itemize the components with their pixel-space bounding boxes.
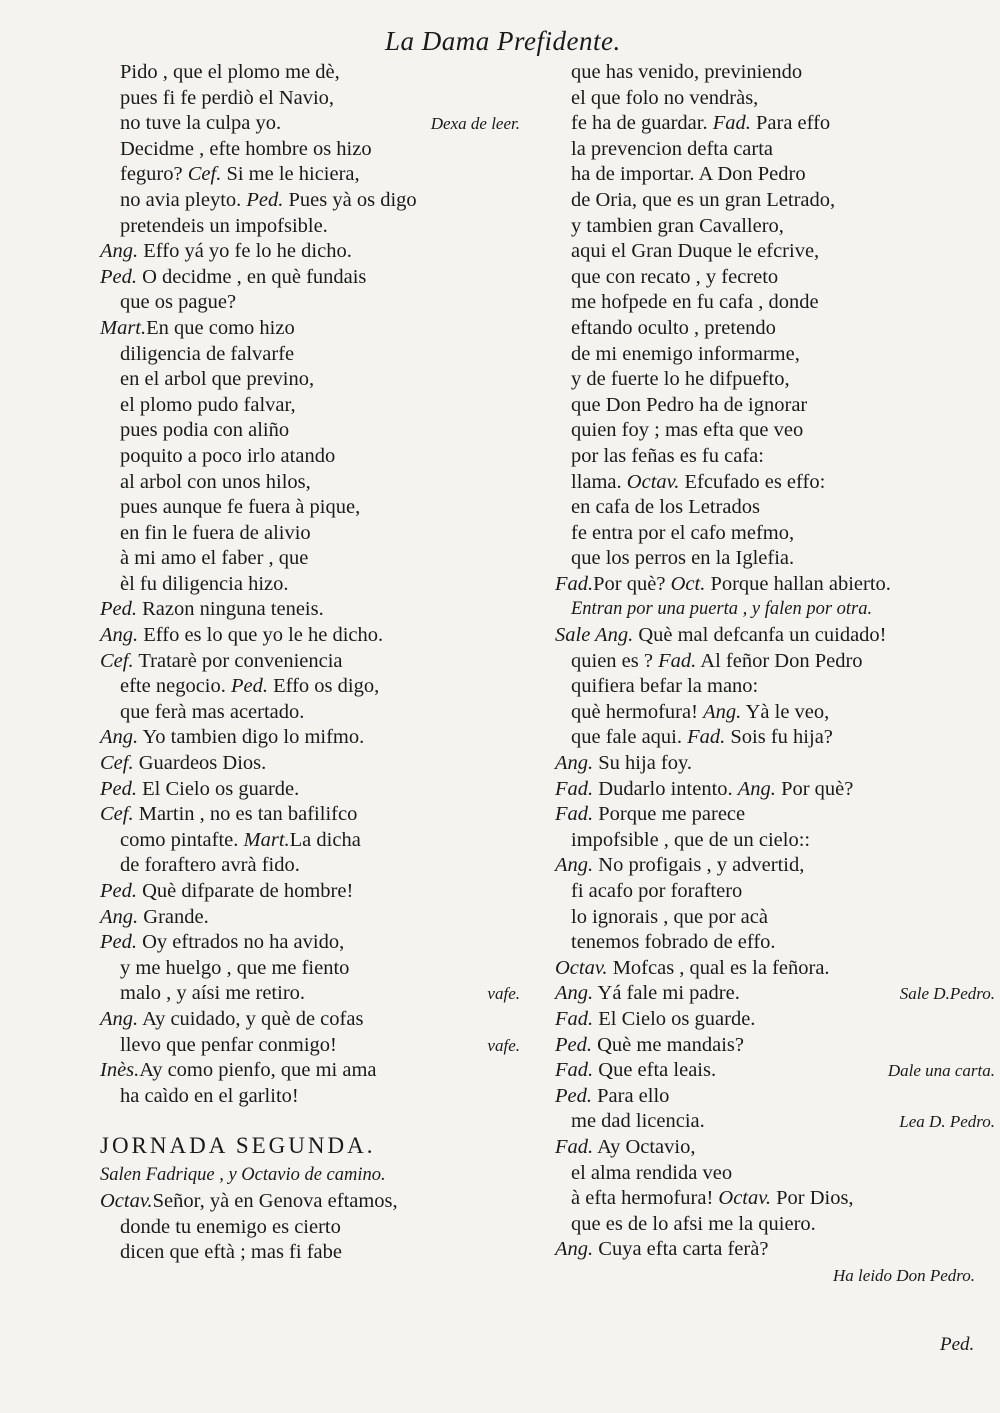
- speaker-label: Ped.: [231, 675, 268, 698]
- verse-line: llevo que penfar conmigo! vafe.: [100, 1033, 520, 1059]
- verse-line: Octav.Señor, yà en Genova eftamos,: [100, 1189, 398, 1212]
- verse-line: tenemos fobrado de effo.: [571, 931, 776, 954]
- verse-line: lo ignorais , que por acà: [571, 905, 768, 928]
- verse-line: ha de importar. A Don Pedro: [571, 163, 806, 186]
- speaker-label: Fad.: [555, 1135, 594, 1158]
- verse-line: por las feñas es fu cafa:: [571, 444, 764, 467]
- speaker-label: Ped.: [555, 1084, 592, 1107]
- verse-line: Ang. No profigais , y advertid,: [555, 854, 805, 877]
- verse-line: Ang. Effo yá yo fe lo he dicho.: [100, 240, 352, 263]
- verse-line: que ferà mas acertado.: [120, 700, 305, 723]
- verse-line: llama. Octav. Efcufado es effo:: [571, 470, 826, 493]
- speaker-label: Ped.: [100, 880, 137, 902]
- verse-line: Ped. O decidme , en què fundais: [100, 265, 367, 288]
- verse-line: Sale Ang. Què mal defcanfa un cuidado!: [555, 624, 887, 647]
- stage-direction: vafe.: [487, 984, 520, 1004]
- speaker-label: Ang.: [555, 982, 594, 1005]
- speaker-label: Ang.: [100, 726, 139, 749]
- speaker-label: Cef.: [187, 163, 222, 186]
- stage-direction: vafe.: [487, 1035, 520, 1055]
- verse-line: Ang. Effo es lo que yo le he dicho.: [100, 624, 384, 647]
- speaker-label: Oct.: [670, 572, 706, 595]
- speaker-label: Mart.: [100, 316, 147, 339]
- verse-line: efte negocio. Ped. Effo os digo,: [120, 675, 380, 698]
- speaker-label: Ped.: [100, 265, 137, 288]
- verse-line: fi acafo por foraftero: [571, 880, 743, 902]
- verse-line: que fale aqui. Fad. Sois fu hija?: [571, 726, 833, 749]
- speaker-label: Ang.: [100, 1007, 139, 1030]
- verse-line: quifiera befar la mano:: [571, 675, 759, 698]
- stage-direction: Sale D.Pedro.: [899, 984, 995, 1004]
- speaker-label: Octav.: [100, 1189, 153, 1212]
- verse-line: impofsible , que de un cielo::: [571, 828, 811, 851]
- verse-line: Ped. Què difparate de hombre!: [100, 880, 354, 902]
- verse-line: y me huelgo , que me fiento: [120, 956, 350, 979]
- verse-line: de mi enemigo informarme,: [571, 342, 800, 365]
- verse-line: el plomo pudo falvar,: [120, 393, 296, 416]
- verse-line: Ang. Su hija foy.: [555, 752, 693, 775]
- verse-line: fe ha de guardar. Fad. Para effo: [571, 112, 831, 135]
- speaker-label: Ang.: [555, 854, 594, 877]
- verse-line: eftando oculto , pretendo: [571, 316, 776, 339]
- verse-line: en fin le fuera de alivio: [120, 521, 311, 544]
- speaker-label: Cef.: [100, 803, 134, 826]
- verse-line: Ang. Yá fale mi padre. Sale D.Pedro.: [555, 981, 995, 1007]
- speaker-label: Ang.: [555, 1238, 594, 1261]
- speaker-label: Cef.: [100, 752, 134, 775]
- verse-line: que Don Pedro ha de ignorar: [571, 393, 808, 416]
- stage-direction: Salen Fadrique , y Octavio de camino.: [100, 1165, 386, 1186]
- verse-line: de foraftero avrà fido.: [120, 854, 300, 877]
- verse-line: Ang. Ay cuidado, y què de cofas: [100, 1007, 364, 1030]
- verse-line: y tambien gran Cavallero,: [571, 214, 784, 237]
- speaker-label: Octav.: [555, 956, 608, 979]
- speaker-label: Cef.: [100, 649, 134, 672]
- speaker-label: Inès.: [100, 1059, 140, 1082]
- verse-line: en el arbol que previno,: [120, 368, 315, 391]
- verse-line: Octav. Mofcas , qual es la feñora.: [555, 956, 830, 979]
- verse-line: Fad. Que efta leais. Dale una carta.: [555, 1058, 995, 1084]
- speaker-label: Octav.: [626, 470, 680, 493]
- verse-line: pues fi fe perdiò el Navio,: [120, 86, 335, 109]
- speaker-label: Ped.: [100, 931, 137, 954]
- speaker-label: Ped.: [100, 777, 137, 800]
- speaker-label: Fad.: [555, 777, 594, 800]
- verse-line: què hermofura! Ang. Yà le veo,: [571, 700, 830, 723]
- verse-line: donde tu enemigo es cierto: [120, 1215, 341, 1238]
- verse-line: pues podia con aliño: [120, 419, 290, 442]
- verse-line: no tuve la culpa yo. Dexa de leer.: [100, 111, 520, 137]
- stage-direction: Dale una carta.: [887, 1061, 995, 1081]
- verse-line: que los perros en la Iglefia.: [571, 547, 795, 570]
- verse-line: el alma rendida veo: [571, 1161, 733, 1184]
- left-column: [100, 60, 520, 1266]
- verse-line: [555, 1263, 995, 1289]
- verse-line: Ped. Para ello: [555, 1084, 670, 1107]
- verse-line: en cafa de los Letrados: [571, 496, 760, 519]
- speaker-label: Fad.: [555, 803, 594, 826]
- stage-direction: Dexa de leer.: [430, 114, 520, 134]
- verse-line: Cef. Guardeos Dios.: [100, 752, 267, 775]
- verse-line: Inès.Ay como pienfo, que mi ama: [100, 1059, 377, 1082]
- speaker-label: Ang.: [100, 905, 139, 928]
- verse-line: Ped. Què me mandais?: [555, 1033, 744, 1056]
- right-column: [555, 60, 995, 1289]
- verse-line: pues aunque fe fuera à pique,: [120, 496, 361, 519]
- verse-line: de Oria, que es un gran Letrado,: [571, 188, 836, 211]
- speaker-label: Fad.: [555, 572, 594, 595]
- verse-line: como pintafte. Mart.La dicha: [120, 828, 361, 851]
- speaker-label: Fad.: [712, 112, 751, 135]
- verse-line: y de fuerte lo he difpuefto,: [571, 368, 790, 391]
- verse-line: malo , y aísi me retiro. vafe.: [100, 981, 520, 1007]
- verse-line: quien foy ; mas efta que veo: [571, 419, 804, 442]
- stage-direction: Lea D. Pedro.: [899, 1112, 995, 1132]
- speaker-label: Ped.: [246, 188, 284, 211]
- verse-line: no avia pleyto. Ped. Pues yà os digo: [120, 188, 417, 211]
- speaker-label: Fad.: [658, 649, 697, 672]
- running-header: La Dama Prefidente.: [385, 26, 621, 56]
- speaker-label: Ang.: [737, 777, 776, 800]
- verse-line: aqui el Gran Duque le efcrive,: [571, 240, 820, 263]
- catchword: Ped.: [940, 1334, 975, 1355]
- speaker-label: Ped.: [555, 1033, 592, 1056]
- speaker-label: Octav.: [718, 1187, 771, 1210]
- verse-line: quien es ? Fad. Al feñor Don Pedro: [571, 649, 863, 672]
- speaker-label: Ped.: [100, 598, 137, 621]
- verse-line: èl fu diligencia hizo.: [120, 572, 289, 595]
- stage-direction: Entran por una puerta , y falen por otra.: [571, 599, 873, 620]
- verse-line: Fad.Por què? Oct. Porque hallan abierto.: [555, 572, 891, 595]
- verse-line: Ang. Yo tambien digo lo mifmo.: [100, 726, 365, 749]
- verse-line: Fad. Ay Octavio,: [555, 1135, 696, 1158]
- verse-line: el que folo no vendràs,: [571, 86, 759, 109]
- verse-line: me dad licencia. Lea D. Pedro.: [555, 1109, 995, 1135]
- verse-line: la prevencion defta carta: [571, 137, 774, 160]
- verse-line: Pido , que el plomo me dè,: [120, 61, 340, 83]
- verse-line: poquito a poco irlo atando: [120, 444, 336, 467]
- verse-line: Fad. Porque me parece: [555, 803, 746, 826]
- speaker-label: Ang.: [555, 752, 594, 775]
- verse-line: me hofpede en fu cafa , donde: [571, 291, 819, 314]
- verse-line: feguro? Cef. Si me le hiciera,: [120, 163, 360, 186]
- verse-line: Decidme , efte hombre os hizo: [120, 137, 372, 160]
- verse-line: Cef. Martin , no es tan bafilifco: [100, 803, 358, 826]
- verse-line: que es de lo afsi me la quiero.: [571, 1212, 816, 1235]
- verse-line: que has venido, previniendo: [571, 61, 803, 83]
- verse-line: Fad. El Cielo os guarde.: [555, 1007, 756, 1030]
- verse-line: Ang. Cuya efta carta ferà?: [555, 1238, 769, 1261]
- speaker-label: Ang.: [703, 700, 742, 723]
- speaker-label: Ang.: [100, 240, 139, 263]
- stage-direction: Ha leido Don Pedro.: [833, 1265, 975, 1285]
- verse-line: à efta hermofura! Octav. Por Dios,: [571, 1187, 854, 1210]
- speaker-label: Sale Ang.: [555, 624, 634, 647]
- verse-line: pretendeis un impofsible.: [120, 214, 328, 237]
- speaker-label: Mart.: [243, 828, 290, 851]
- verse-line: Ped. Razon ninguna teneis.: [100, 598, 324, 621]
- act-heading: JORNADA SEGUNDA.: [100, 1133, 376, 1159]
- verse-line: Ped. El Cielo os guarde.: [100, 777, 300, 800]
- speaker-label: Fad.: [555, 1007, 594, 1030]
- verse-line: al arbol con unos hilos,: [120, 470, 311, 493]
- speaker-label: Ang.: [100, 624, 139, 647]
- verse-line: Fad. Dudarlo intento. Ang. Por què?: [555, 777, 854, 800]
- verse-line: Cef. Tratarè por conveniencia: [100, 649, 343, 672]
- verse-line: ha caìdo en el garlito!: [120, 1084, 299, 1107]
- speaker-label: Fad.: [687, 726, 726, 749]
- verse-line: dicen que eftà ; mas fi fabe: [120, 1241, 342, 1264]
- verse-line: diligencia de falvarfe: [120, 342, 295, 365]
- verse-line: Mart.En que como hizo: [100, 316, 295, 339]
- verse-line: à mi amo el faber , que: [120, 547, 309, 570]
- verse-line: Ped. Oy eftrados no ha avido,: [100, 931, 345, 954]
- verse-line: fe entra por el cafo mefmo,: [571, 521, 795, 544]
- verse-line: que con recato , y fecreto: [571, 265, 779, 288]
- verse-line: que os pague?: [120, 291, 237, 314]
- verse-line: Ang. Grande.: [100, 905, 209, 928]
- speaker-label: Fad.: [555, 1059, 594, 1082]
